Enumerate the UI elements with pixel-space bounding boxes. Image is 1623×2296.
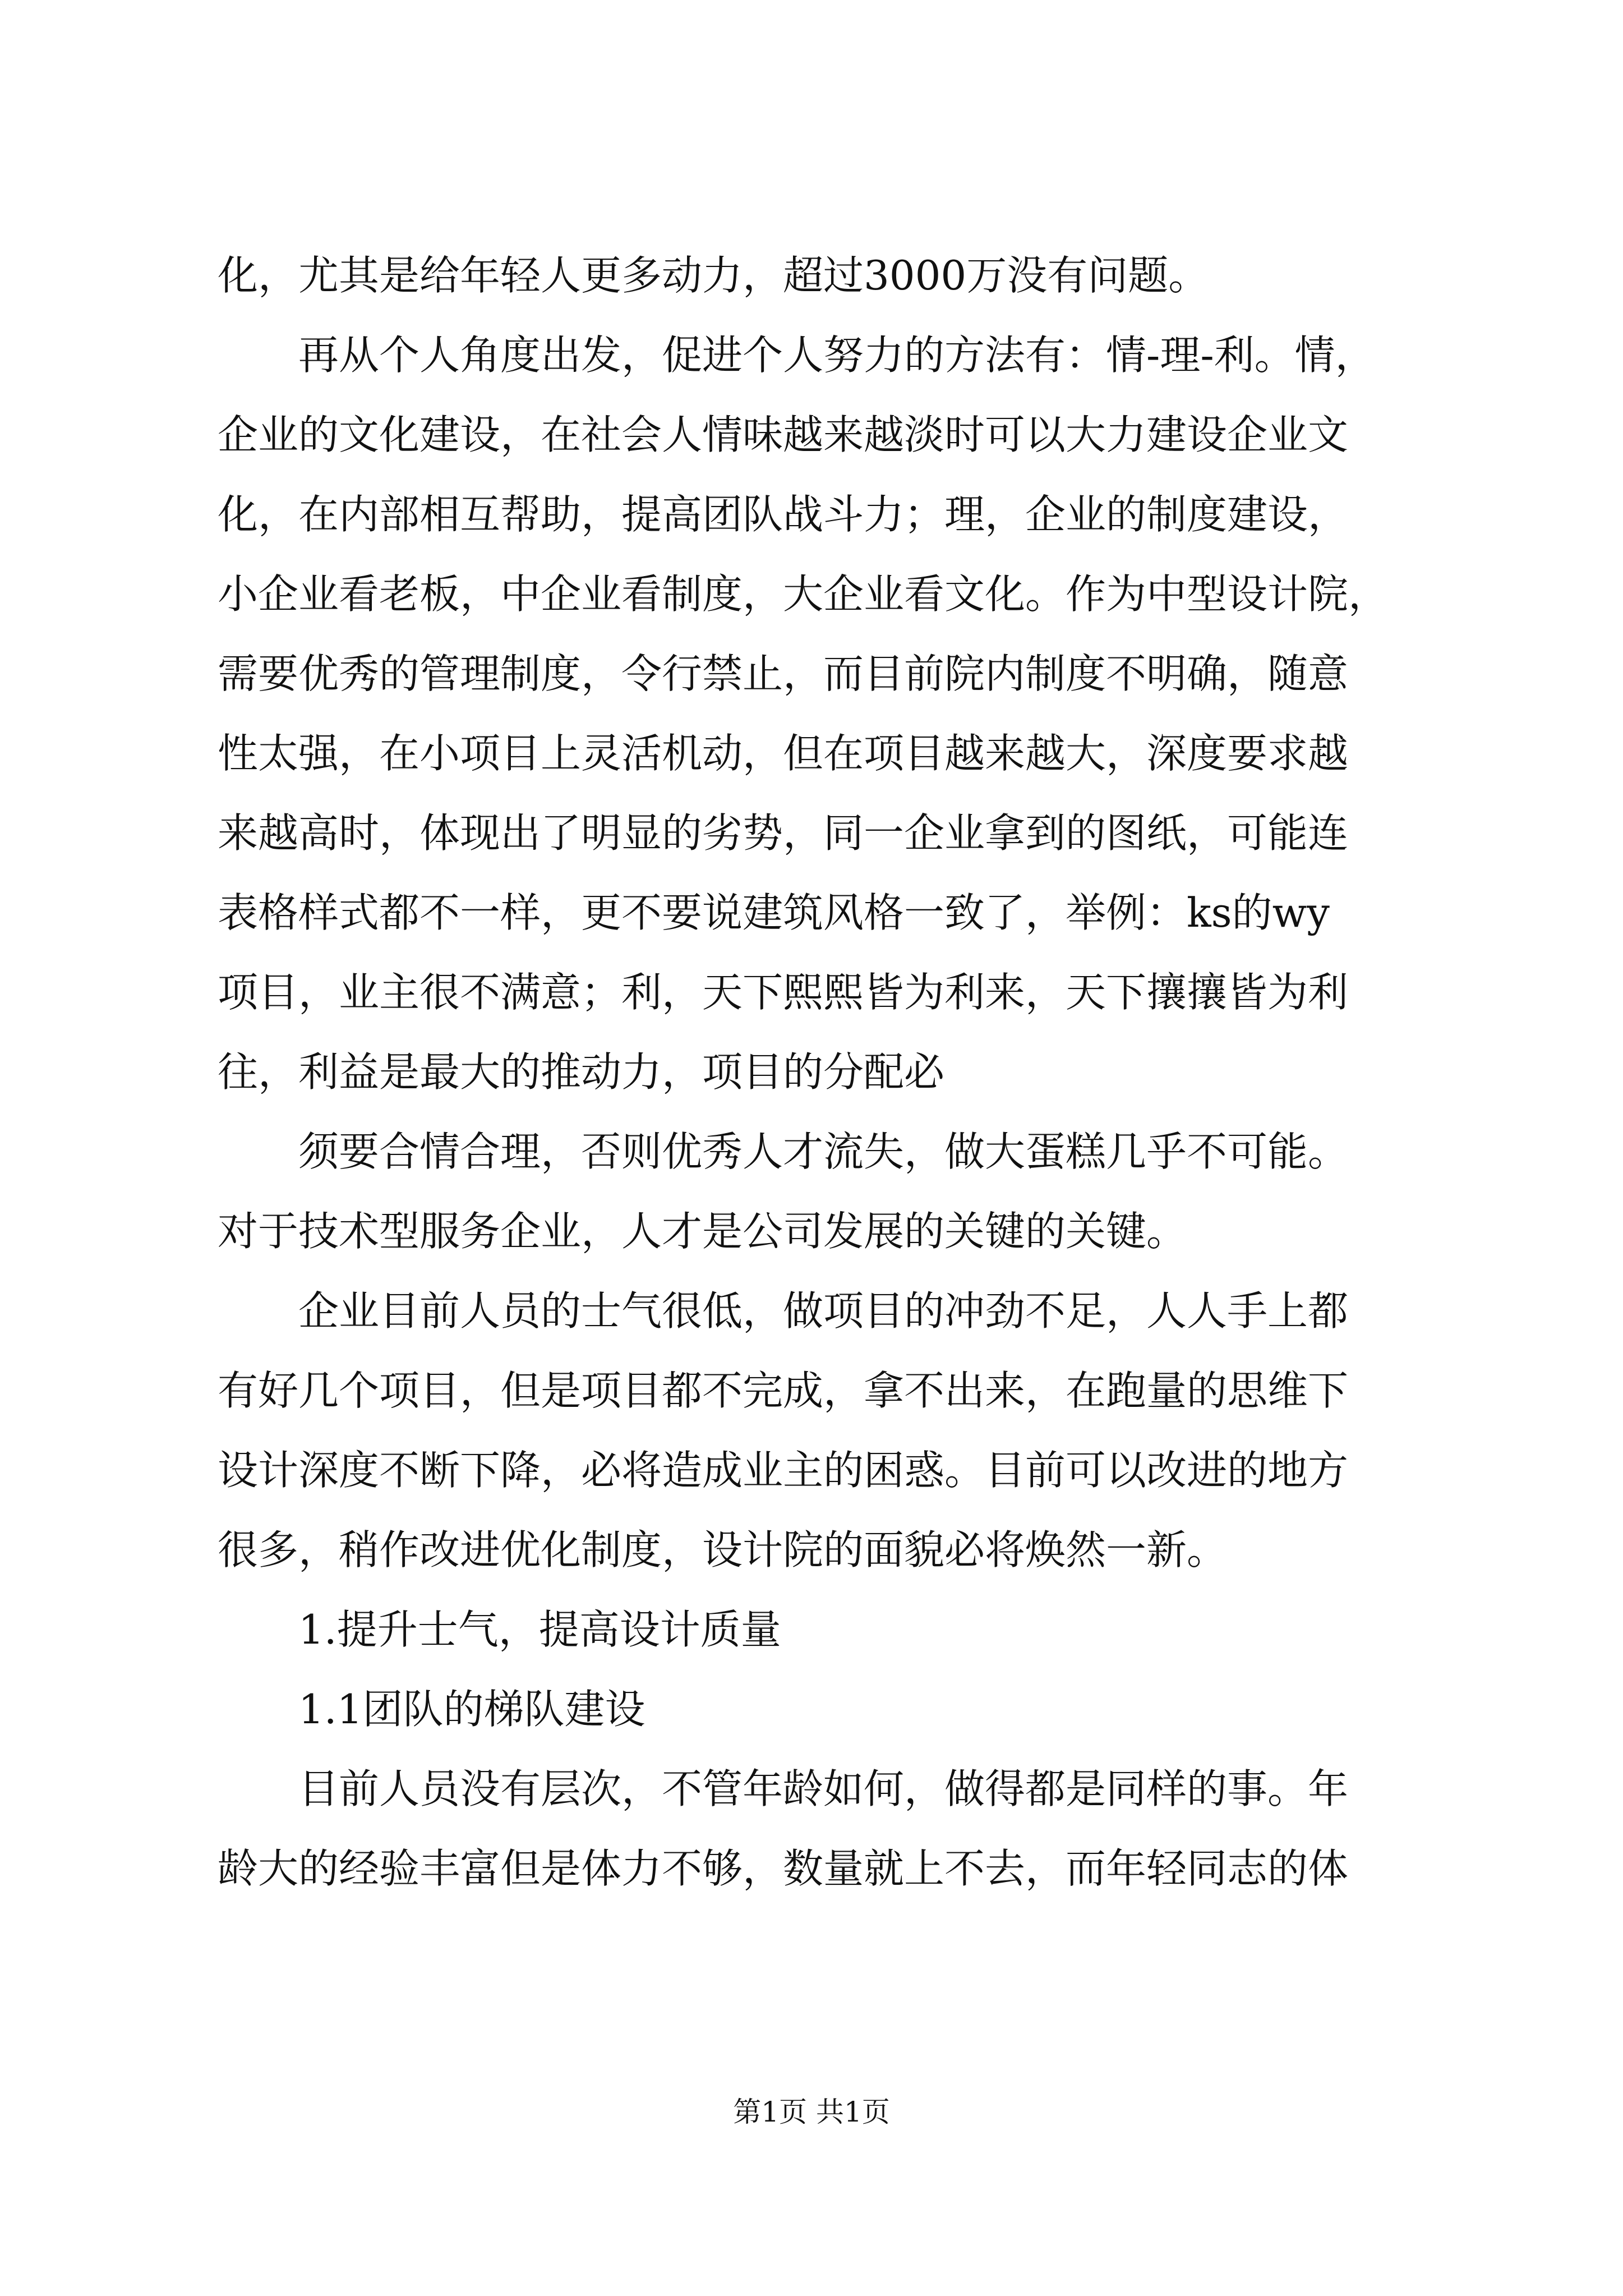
text-line: 须要合情合理，否则优秀人才流失，做大蛋糕几乎不可能。 xyxy=(298,1128,1349,1175)
text-line: 龄大的经验丰富但是体力不够，数量就上不去，而年轻同志的体 xyxy=(218,1845,1349,1892)
text-line: 往，利益是最大的推动力，项目的分配必 xyxy=(218,1048,945,1096)
text-line: 企业的文化建设，在社会人情味越来越淡时可以大力建设企业文 xyxy=(218,411,1349,458)
text-line: 有好几个项目，但是项目都不完成，拿不出来，在跑量的思维下 xyxy=(218,1367,1349,1414)
text-line: 目前人员没有层次，不管年龄如何，做得都是同样的事。年 xyxy=(298,1765,1349,1812)
text-line: 项目，业主很不满意；利，天下熙熙皆为利来，天下攘攘皆为利 xyxy=(218,969,1349,1016)
text-line: 很多，稍作改进优化制度，设计院的面貌必将焕然一新。 xyxy=(218,1526,1228,1573)
text-line: 性太强，在小项目上灵活机动，但在项目越来越大，深度要求越 xyxy=(218,730,1349,777)
document-body xyxy=(218,236,1429,1908)
text-line: 化，尤其是给年轻人更多动力，超过3000万没有问题。 xyxy=(218,252,1209,299)
text-line: 表格样式都不一样，更不要说建筑风格一致了，举例：ks的wy xyxy=(218,889,1330,936)
subsection-heading: 1.1团队的梯队建设 xyxy=(298,1686,645,1733)
text-line: 来越高时，体现出了明显的劣势，同一企业拿到的图纸，可能连 xyxy=(218,809,1349,857)
text-line: 企业目前人员的士气很低，做项目的冲劲不足，人人手上都 xyxy=(298,1287,1349,1335)
page-footer: 第1页 共1页 xyxy=(733,2096,890,2128)
text-line: 对于技术型服务企业，人才是公司发展的关键的关键。 xyxy=(218,1208,1187,1255)
section-heading: 1.提升士气，提高设计质量 xyxy=(298,1606,781,1653)
text-line: 化，在内部相互帮助，提高团队战斗力；理，企业的制度建设， xyxy=(218,491,1349,538)
text-line: 小企业看老板，中企业看制度，大企业看文化。作为中型设计院， xyxy=(218,570,1389,618)
text-line: 设计深度不断下降，必将造成业主的困惑。目前可以改进的地方 xyxy=(218,1447,1349,1494)
text-line: 需要优秀的管理制度，令行禁止，而目前院内制度不明确，随意 xyxy=(218,650,1349,697)
text-line: 再从个人角度出发，促进个人努力的方法有：情-理-利。情， xyxy=(298,332,1376,379)
